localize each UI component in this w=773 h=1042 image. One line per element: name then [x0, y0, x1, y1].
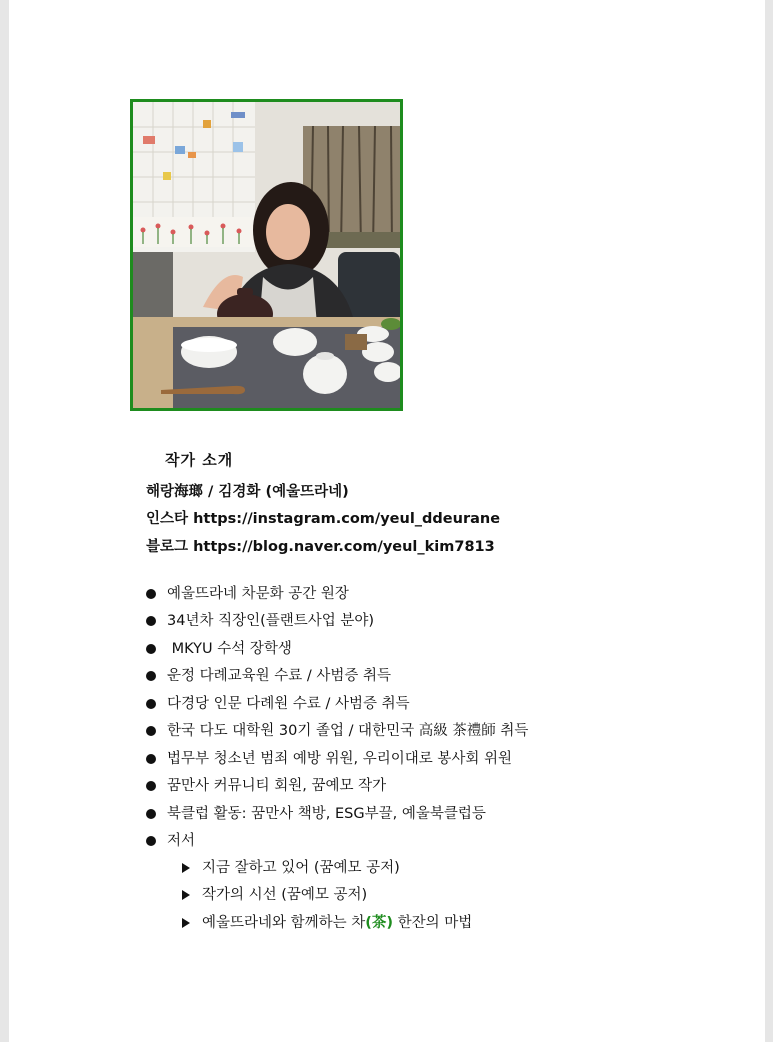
triangle-bullet-icon: [182, 863, 190, 873]
list-item: 한국 다도 대학원 30기 졸업 / 대한민국 高級 茶禮師 취득: [146, 718, 528, 746]
list-item: 34년차 직장인(플랜트사업 분야): [146, 608, 528, 636]
author-name-line: 해랑海瑯 / 김경화 (예울뜨라네): [146, 484, 349, 500]
bullet-icon: [146, 699, 156, 709]
list-item: 다경당 인문 다례원 수료 / 사범증 취득: [146, 690, 528, 718]
author-photo-illustration: [133, 102, 400, 408]
instagram-label: 인스타: [146, 511, 189, 527]
bullet-icon: [146, 671, 156, 681]
instagram-line: [146, 507, 500, 528]
bullet-icon: [146, 726, 156, 736]
bullet-icon: [146, 754, 156, 764]
intro-heading: 작가 소개: [165, 451, 234, 469]
list-item: 법무부 청소년 범죄 예방 위원, 우리이대로 봉사회 위원: [146, 745, 528, 773]
list-item: 꿈만사 커뮤니티 회원, 꿈예모 작가: [146, 773, 528, 801]
book-item: 예울뜨라네와 함께하는 차 (茶) 한잔의 마법: [182, 909, 472, 937]
list-item: 북클럽 활동: 꿈만사 책방, ESG부끌, 예울북클럽등: [146, 800, 528, 828]
book-item: 작가의 시선 (꿈예모 공저): [182, 882, 472, 910]
author-photo: [130, 99, 403, 411]
list-item: 저서: [146, 828, 528, 856]
instagram-link[interactable]: https://instagram.com/yeul_ddeurane: [193, 511, 501, 527]
triangle-bullet-icon: [182, 918, 190, 928]
book-item: 지금 잘하고 있어 (꿈예모 공저): [182, 854, 472, 882]
bullet-icon: [146, 616, 156, 626]
list-item: 예울뜨라네 차문화 공간 원장: [146, 580, 528, 608]
bullet-icon: [146, 589, 156, 599]
bullet-icon: [146, 809, 156, 819]
list-item: 운정 다례교육원 수료 / 사범증 취득: [146, 663, 528, 691]
career-list: [146, 580, 528, 855]
bullet-icon: [146, 781, 156, 791]
bullet-icon: [146, 836, 156, 846]
books-list: [182, 854, 472, 937]
blog-label: 블로그: [146, 539, 189, 555]
bullet-icon: [146, 644, 156, 654]
list-item: MKYU 수석 장학생: [146, 635, 528, 663]
document-page: [9, 0, 765, 1042]
triangle-bullet-icon: [182, 890, 190, 900]
tea-hanja: (茶): [365, 914, 394, 931]
blog-line: [146, 535, 495, 556]
blog-link[interactable]: https://blog.naver.com/yeul_kim7813: [193, 539, 495, 555]
